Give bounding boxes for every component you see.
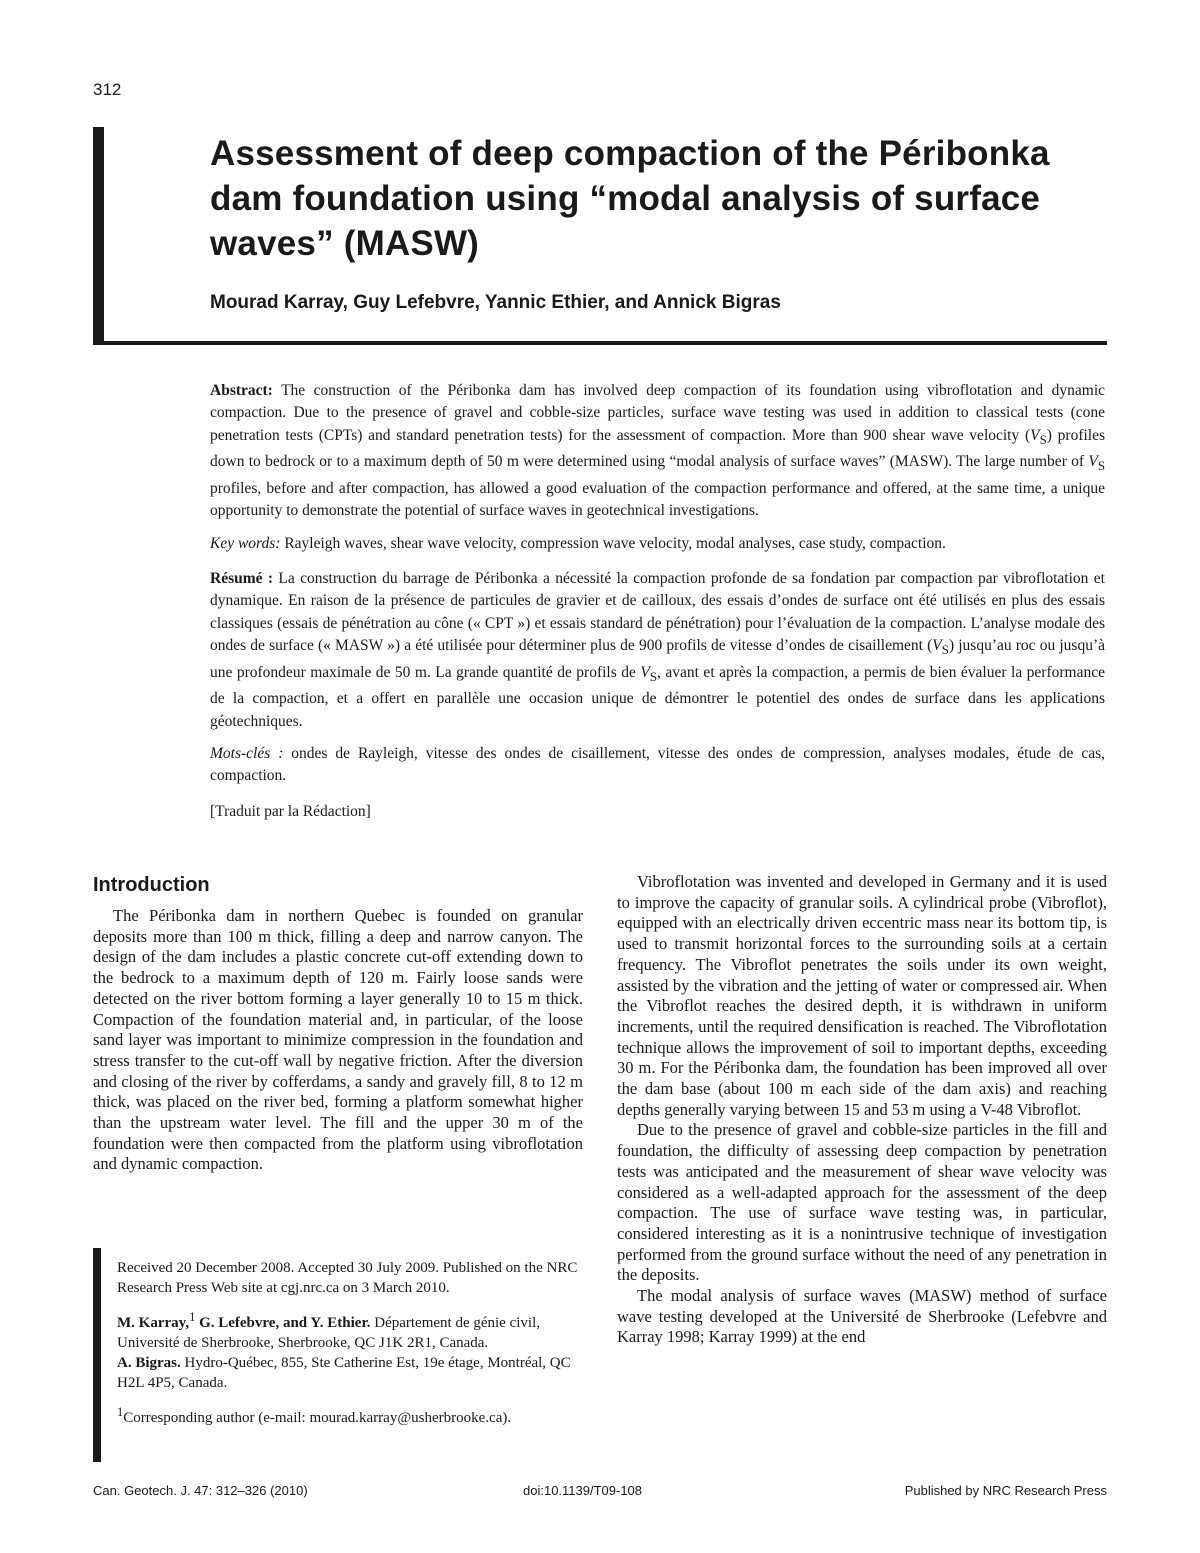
doi-link[interactable]: doi:10.1139/T09-108 bbox=[523, 1483, 643, 1498]
footnote-box bbox=[93, 1248, 583, 1462]
vs-subscript: S bbox=[1039, 431, 1047, 447]
affiliation-2-text: Hydro-Québec, 855, Ste Catherine Est, 19e étage, Montréal, QC H2L 4P5, Canada. bbox=[117, 1355, 571, 1391]
vs-symbol: V bbox=[640, 663, 650, 681]
abstract-text-3: profiles, before and after compaction, has allowed a good evaluation of the compaction performance and offered, at the same time, a unique opportunity to demonstrate the potential of surface waves in geotechnical investigations. bbox=[210, 479, 1105, 520]
left-column bbox=[93, 872, 583, 1175]
resume-text-1: La construction du barrage de Péribonka a nécessité la compaction profonde de sa fondation par compaction par vibroflotation et dynamique. En raison de la présence de particules de gravier et de cailloux, des essais d’ondes de surface ont été utilisés en plus des essais classiques (essais de pénétration au cône (« CPT ») et essais standard de pénétration) pour l’évaluation de la compaction. L’analyse modale des ondes de surface (« MASW ») a été utilisée pour déterminer plus de 900 profils de vitesse d’ondes de cisaillement ( bbox=[210, 570, 1105, 655]
corresponding-author bbox=[117, 1402, 583, 1428]
affiliation-1-text: Département de génie civil, Université de Sherbrooke, Sherbrooke, QC J1K 2R1, Canada. bbox=[117, 1315, 540, 1351]
mots-cles-label: Mots-clés : bbox=[210, 745, 284, 763]
mots-cles-paragraph bbox=[210, 743, 1105, 788]
abstract-text-1: The construction of the Péribonka dam has involved deep compaction of its foundation using vibroflotation and dynamic compaction. Due to the presence of gravel and cobble-size particles, surface wave testing was used in addition to classical tests (cone penetration tests (CPTs) and standard penetration tests) for the assessment of compaction. More than 900 shear wave velocity ( bbox=[210, 382, 1105, 444]
translation-note: [Traduit par la Rédaction] bbox=[210, 802, 371, 820]
resume-label: Résumé : bbox=[210, 570, 274, 588]
section-heading-introduction: Introduction bbox=[93, 874, 210, 896]
body-paragraph-vibroflotation: Vibroflotation was invented and developed in Germany and it is used to improve the capacity of granular soils. A cylindrical probe (Vibroflot), equipped with an electrically driven eccentric mass near its bottom tip, is used to transmit horizontal forces to the surrounding soils at a certain frequency. The Vibroflot penetrates the soils under its own weight, assisted by the vibration and the jetting of water or compressed air. When the Vibroflot reaches the desired depth, it is withdrawn in uniform increments, until the required densification is reached. The Vibroflotation technique allows the improvement of soil to important depths, exceeding 30 m. For the Péribonka dam, the foundation has been improved all over the dam base (about 100 m each side of the dam axis) and reaching depths generally varying between 15 and 53 m using a V-48 Vibroflot. bbox=[617, 872, 1107, 1119]
vs-subscript: S bbox=[649, 668, 658, 684]
resume-paragraph bbox=[210, 568, 1105, 733]
affiliation-1-names-2: G. Lefebvre, and Y. Ethier. bbox=[195, 1315, 371, 1331]
abstract-label: Abstract: bbox=[210, 382, 273, 399]
article-title: Assessment of deep compaction of the Péribonka dam foundation using “modal analysis of surface waves” (MASW) bbox=[210, 134, 1050, 263]
body-paragraph-gravel: Due to the presence of gravel and cobble-size particles in the fill and foundation, the difficulty of assessing deep compaction by penetration tests was anticipated and the measurement of shear wave velocity was considered as a well-adapted approach for the assessment of the deep compaction. The use of surface wave testing was, in particular, considered interesting as it is a nonintrusive technique of investigation performed from the ground surface without the need of any penetration in the deposits. bbox=[617, 1120, 1107, 1285]
author-list: Mourad Karray, Guy Lefebvre, Yannic Ethier, and Annick Bigras bbox=[210, 292, 781, 313]
vs-symbol: V bbox=[1030, 426, 1040, 444]
mots-cles-text: ondes de Rayleigh, vitesse des ondes de cisaillement, vitesse des ondes de compression, analyses modales, étude de cas, compaction. bbox=[210, 745, 1105, 785]
resume-text-2: ) jusqu’au roc ou jusqu’à une profondeur maximale de 50 m. La grande quantité de profils de bbox=[210, 637, 1105, 681]
affiliation-2-names: A. Bigras. bbox=[117, 1355, 181, 1371]
resume-text-3: , avant et après la compaction, a permis de bien évaluer la performance de la compaction, et a offert en parallèle une occasion unique de démontrer le potentiel des ondes de surface dans les applications géotechniques. bbox=[210, 663, 1105, 730]
keywords-paragraph bbox=[210, 533, 1105, 555]
intro-paragraph: The Péribonka dam in northern Quebec is founded on granular deposits more than 100 m thick, filling a deep and narrow canyon. The design of the dam includes a plastic concrete cut-off extending down to the bedrock to a maximum depth of 120 m. Fairly loose sands were detected on the river bottom forming a layer generally 10 to 15 m thick. Compaction of the foundation material and, in particular, of the loose sand layer was important to minimize compression in the foundation and stress transfer to the cut-off wall by negative friction. After the diversion and closing of the river by cofferdams, a sandy and gravely fill, 8 to 12 m thick, was placed on the river bed, forming a platform somewhat higher than the upstream water level. The fill and the upper 30 m of the foundation were then compacted from the platform using vibroflotation and dynamic compaction. bbox=[93, 906, 583, 1174]
journal-reference: Can. Geotech. J. 47: 312–326 (2010) bbox=[93, 1483, 308, 1498]
body-paragraph-masw: The modal analysis of surface waves (MASW) method of surface wave testing developed at the Université de Sherbrooke (Lefebvre and Karray 1998; Karray 1999) at the end bbox=[617, 1286, 1107, 1347]
vs-symbol: V bbox=[932, 637, 942, 655]
title-block bbox=[93, 127, 1107, 345]
page-number: 312 bbox=[93, 80, 122, 99]
vs-symbol: V bbox=[1088, 453, 1098, 471]
affiliation-1 bbox=[117, 1307, 583, 1353]
vs-subscript: S bbox=[1097, 458, 1105, 474]
keywords-text: Rayleigh waves, shear wave velocity, compression wave velocity, modal analyses, case study, compaction. bbox=[280, 534, 946, 552]
affiliation-1-names: M. Karray, bbox=[117, 1315, 190, 1331]
page-footer bbox=[93, 1483, 1107, 1503]
affiliation-1-sup: 1 bbox=[189, 1310, 196, 1324]
corresponding-sup: 1 bbox=[117, 1405, 124, 1419]
abstract-paragraph bbox=[210, 380, 1105, 523]
right-column bbox=[617, 872, 1107, 1348]
keywords-label: Key words: bbox=[210, 534, 281, 552]
affiliation-2 bbox=[117, 1353, 583, 1393]
abstract-text-2: ) profiles down to bedrock or to a maximum depth of 50 m were determined using “modal analysis of surface waves” (MASW). The large number of bbox=[210, 426, 1106, 471]
abstract-block bbox=[210, 380, 1105, 823]
vs-subscript: S bbox=[941, 642, 949, 658]
publisher-note: Published by NRC Research Press bbox=[904, 1483, 1107, 1498]
received-note: Received 20 December 2008. Accepted 30 July 2009. Published on the NRC Research Press Web site at cgj.nrc.ca on 3 March 2010. bbox=[117, 1260, 578, 1296]
corresponding-text: Corresponding author (e-mail: mourad.karray@usherbrooke.ca). bbox=[123, 1410, 512, 1426]
